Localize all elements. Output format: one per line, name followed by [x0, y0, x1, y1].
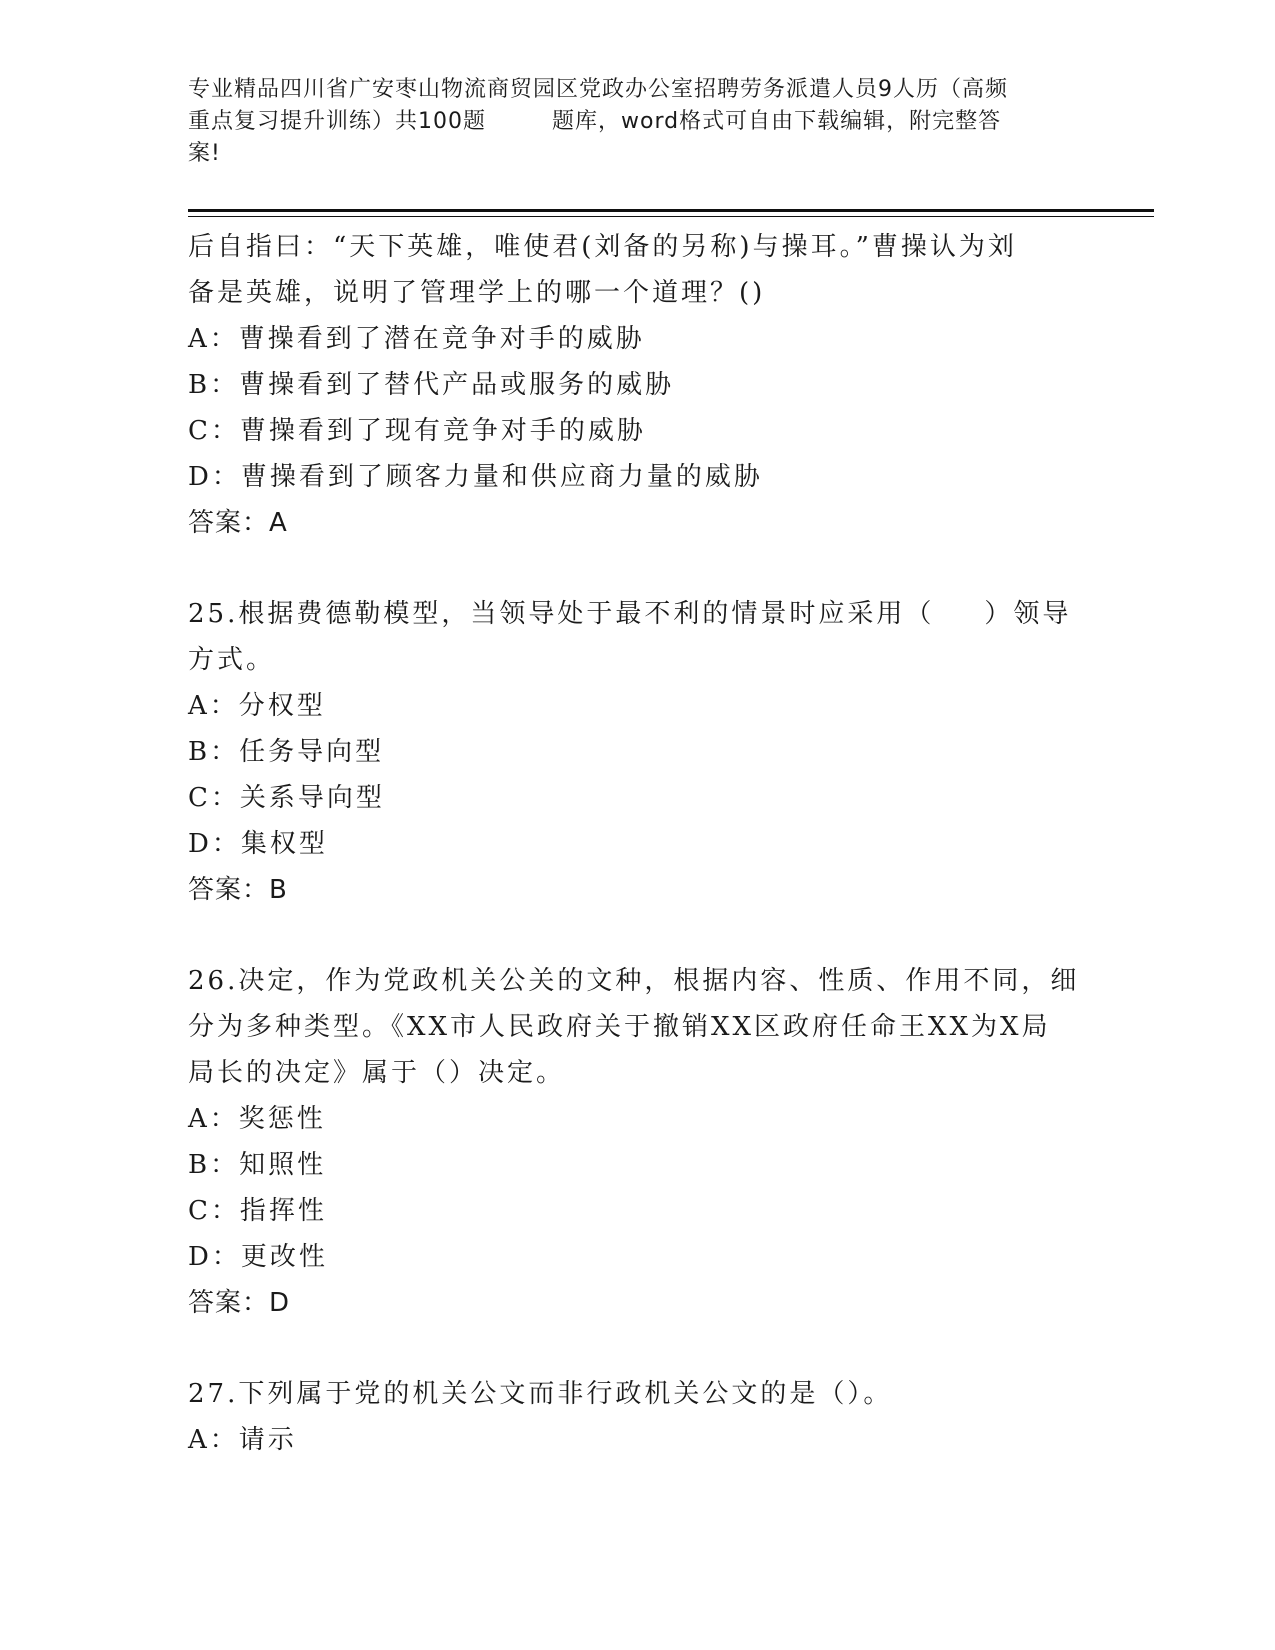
- question-list: [188, 224, 1088, 1463]
- option-a: A：分权型: [188, 691, 326, 721]
- question-stem: 方式。: [188, 645, 276, 675]
- question-stem: 后自指曰：“天下英雄，唯使君(刘备的另称)与操耳。”曹操认为刘: [188, 232, 1017, 262]
- question-stem: 26.决定，作为党政机关公关的文种，根据内容、性质、作用不同，细: [188, 966, 1080, 996]
- document-header: [188, 74, 1088, 170]
- option-a: A：奖惩性: [188, 1104, 326, 1134]
- option-d: D：集权型: [188, 829, 328, 859]
- question-27: [188, 1371, 1088, 1463]
- question-stem: 25.根据费德勒模型，当领导处于最不利的情景时应采用（ ）领导: [188, 599, 1072, 629]
- question-stem: 分为多种类型。《XX市人民政府关于撤销XX区政府任命王XX为X局: [188, 1012, 1051, 1042]
- option-b: B：曹操看到了替代产品或服务的威胁: [188, 370, 675, 400]
- header-line-1: 专业精品四川省广安枣山物流商贸园区党政办公室招聘劳务派遣人员9人历（高频: [188, 77, 1008, 102]
- question-25: [188, 591, 1088, 913]
- option-d: D：更改性: [188, 1242, 328, 1272]
- header-line-3: 案!: [188, 141, 221, 166]
- question-24: [188, 224, 1088, 546]
- question-stem: 备是英雄，说明了管理学上的哪一个道理？(): [188, 278, 766, 308]
- question-26: [188, 958, 1088, 1326]
- option-c: C：指挥性: [188, 1196, 327, 1226]
- header-line-2-right: 题库，word格式可自由下载编辑，附完整答: [552, 109, 1002, 134]
- header-divider-thin: [188, 216, 1154, 217]
- answer-label: 答案：A: [188, 508, 288, 538]
- option-b: B：任务导向型: [188, 737, 385, 767]
- option-a: A：曹操看到了潜在竞争对手的威胁: [188, 324, 645, 354]
- option-c: C：关系导向型: [188, 783, 385, 813]
- header-divider-thick: [188, 209, 1154, 212]
- option-c: C：曹操看到了现有竞争对手的威胁: [188, 416, 646, 446]
- option-a: A：请示: [188, 1425, 297, 1455]
- header-line-2-left: 重点复习提升训练）共100题: [188, 109, 486, 134]
- answer-label: 答案：D: [188, 1288, 291, 1318]
- option-b: B：知照性: [188, 1150, 327, 1180]
- question-stem: 局长的决定》属于（）决定。: [188, 1058, 566, 1088]
- answer-label: 答案：B: [188, 875, 288, 905]
- option-d: D：曹操看到了顾客力量和供应商力量的威胁: [188, 462, 763, 492]
- question-stem: 27.下列属于党的机关公文而非行政机关公文的是（）。: [188, 1379, 893, 1409]
- header-line-2: [188, 106, 1088, 138]
